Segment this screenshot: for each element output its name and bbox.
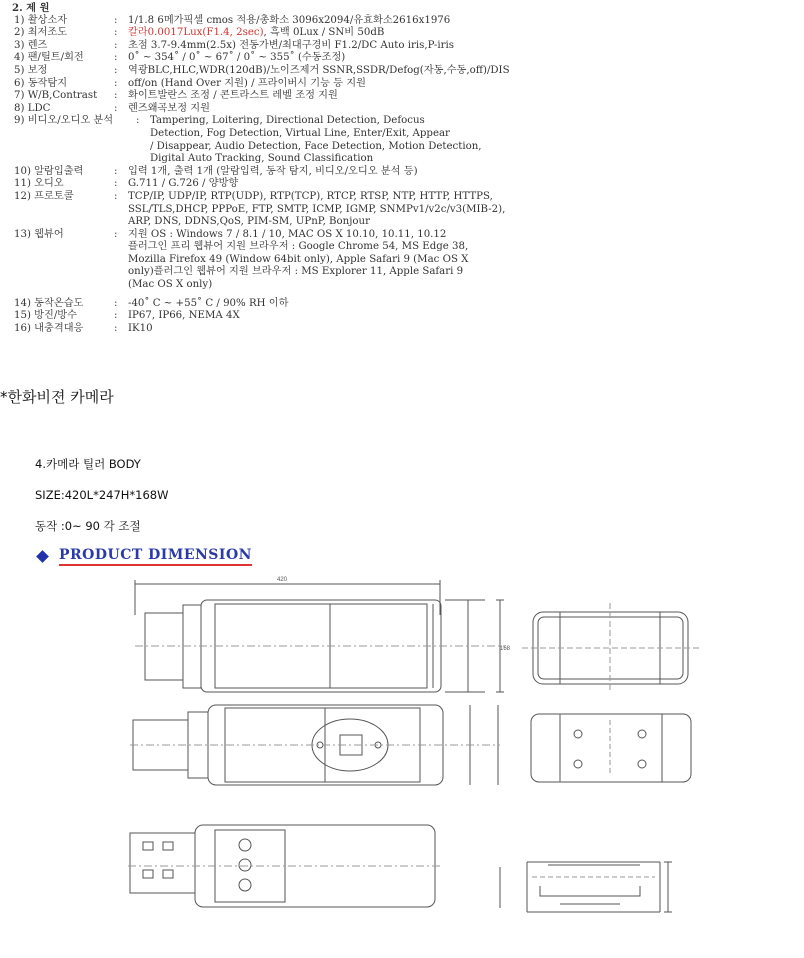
spec-label: 10) 알람입출력 (14, 165, 84, 177)
width-dimension-label: 420 (276, 577, 288, 583)
spec-value-line: Detection, Fog Detection, Virtual Line, Enter/Exit, Appear (150, 127, 450, 139)
spec-colon: : (114, 102, 118, 114)
spec-colon: : (114, 165, 118, 177)
spec-label: 14) 동작온습도 (14, 297, 84, 309)
spec-value-line: Tampering, Loitering, Directional Detection, Defocus (150, 115, 425, 127)
spec-label: 6) 동작탐지 (14, 77, 68, 89)
spec-value-line: off/on (Hand Over 지원) / 프라이버시 기능 등 지원 (128, 77, 366, 89)
spec-colon: : (114, 39, 118, 51)
housing-tilt: 동작 :0~ 90 각 조절 (35, 519, 141, 533)
spec-value-line: ARP, DNS, DDNS,QoS, PIM-SM, UPnP, Bonjour (128, 216, 370, 228)
housing-size: SIZE:420L*247H*168W (35, 488, 169, 502)
spec-colon: : (114, 322, 118, 334)
spec-value-line: 플러그인 프리 웹뷰어 지원 브라우저 : Google Chrome 54, MS Edge 38, (128, 241, 469, 253)
spec-colon: : (114, 310, 118, 322)
spec-colon: : (114, 52, 118, 64)
top-view-middle (133, 705, 498, 785)
spec-value-line: Mozilla Firefox 49 (Window 64bit only), Apple Safari 9 (Mac OS X (128, 253, 469, 265)
spec-label: 12) 프로토콜 (14, 190, 74, 202)
spec-heading: 2. 제 원 (12, 2, 50, 14)
spec-value-line: 초점 3.7-9.4mm(2.5x) 전동가변/최대구경비 F1.2/DC Auto iris,P-iris (128, 39, 454, 51)
spec-colon: : (114, 178, 118, 190)
spec-colon: : (114, 64, 118, 76)
side-view-top (135, 580, 504, 692)
spec-value-line: Digital Auto Tracking, Sound Classification (150, 153, 374, 165)
spec-colon: : (114, 14, 118, 26)
spec-value-line: 입력 1개, 출력 1개 (알람입력, 동작 탐지, 비디오/오디오 분석 등) (128, 165, 418, 177)
spec-label: 1) 촬상소자 (14, 14, 68, 26)
spec-colon: : (114, 27, 118, 39)
spec-label: 8) LDC (14, 102, 51, 114)
housing-title: 4.카메라 틸러 BODY (35, 457, 141, 471)
spec-label: 15) 방진/방수 (14, 310, 77, 322)
spec-value-line: IK10 (128, 322, 153, 334)
bottom-view-middle (531, 714, 691, 782)
spec-label: 7) W/B,Contrast (14, 90, 98, 102)
spec-label: 16) 내충격대응 (14, 322, 84, 334)
spec-label: 13) 웹뷰어 (14, 228, 64, 240)
caption: *한화비젼 카메라 (0, 388, 114, 406)
spec-label: 3) 렌즈 (14, 39, 48, 51)
spec-value-line: 역광BLC,HLC,WDR(120dB)/노이즈제거 SSNR,SSDR/Defog(자동,수동,off)/DIS (128, 64, 510, 76)
spec-colon: : (114, 190, 118, 202)
spec-value-line: TCP/IP, UDP/IP, RTP(UDP), RTP(TCP), RTCP, RTSP, NTP, HTTP, HTTPS, (128, 190, 493, 202)
spec-label: 11) 오디오 (14, 178, 64, 190)
front-view-top (522, 603, 700, 693)
spec-value-line: 1/1.8 6메가픽셀 cmos 적용/총화소 3096x2094/유효화소2616x1976 (128, 14, 451, 26)
spec-label: 4) 팬/틸트/회전 (14, 52, 84, 64)
spec-value-line: 화이트발란스 조정 / 콘트라스트 레벨 조정 지원 (128, 90, 338, 102)
spec-colon: : (114, 90, 118, 102)
spec-value-line: / Disappear, Audio Detection, Face Detection, Motion Detection, (150, 140, 482, 152)
spec-colon: : (114, 77, 118, 89)
spec-value-line: 지원 OS : Windows 7 / 8.1 / 10, MAC OS X 10.10, 10.11, 10.12 (128, 228, 447, 240)
bracket-view-bottom (500, 862, 672, 912)
spec-value-line: G.711 / G.726 / 양방향 (128, 178, 239, 190)
spec-value-text: , 흑백 0Lux / SN비 50dB (263, 27, 385, 39)
spec-label: 2) 최저조도 (14, 27, 68, 39)
spec-value-line: only)플러그인 웹뷰어 지원 브라우저 : MS Explorer 11, Apple Safari 9 (128, 266, 464, 278)
spec-colon: : (136, 115, 140, 127)
spec-label: 9) 비디오/오디오 분석 (14, 115, 114, 127)
spec-colon: : (114, 297, 118, 309)
spec-highlight: 칼라0.0017Lux(F1.4, 2sec) (128, 27, 264, 39)
spec-value-line: 렌즈왜곡보정 지원 (128, 102, 210, 114)
height-dimension-label: 168 (500, 646, 511, 652)
spec-value-line: (Mac OS X only) (128, 279, 213, 291)
spec-colon: : (114, 228, 118, 240)
spec-label: 5) 보정 (14, 64, 48, 76)
spec-value-line: SSL/TLS,DHCP, PPPoE, FTP, SMTP, ICMP, IGMP, SNMPv1/v2c/v3(MIB-2), (128, 203, 506, 215)
spec-value-line: -40˚ C ~ +55˚ C / 90% RH 이하 (128, 297, 289, 309)
dimension-title-text: PRODUCT DIMENSION (59, 547, 252, 566)
spec-value-line: 0˚ ~ 354˚ / 0˚ ~ 67˚ / 0˚ ~ 355˚ (수동조정) (128, 52, 346, 64)
spec-value-line: IP67, IP66, NEMA 4X (128, 310, 240, 322)
